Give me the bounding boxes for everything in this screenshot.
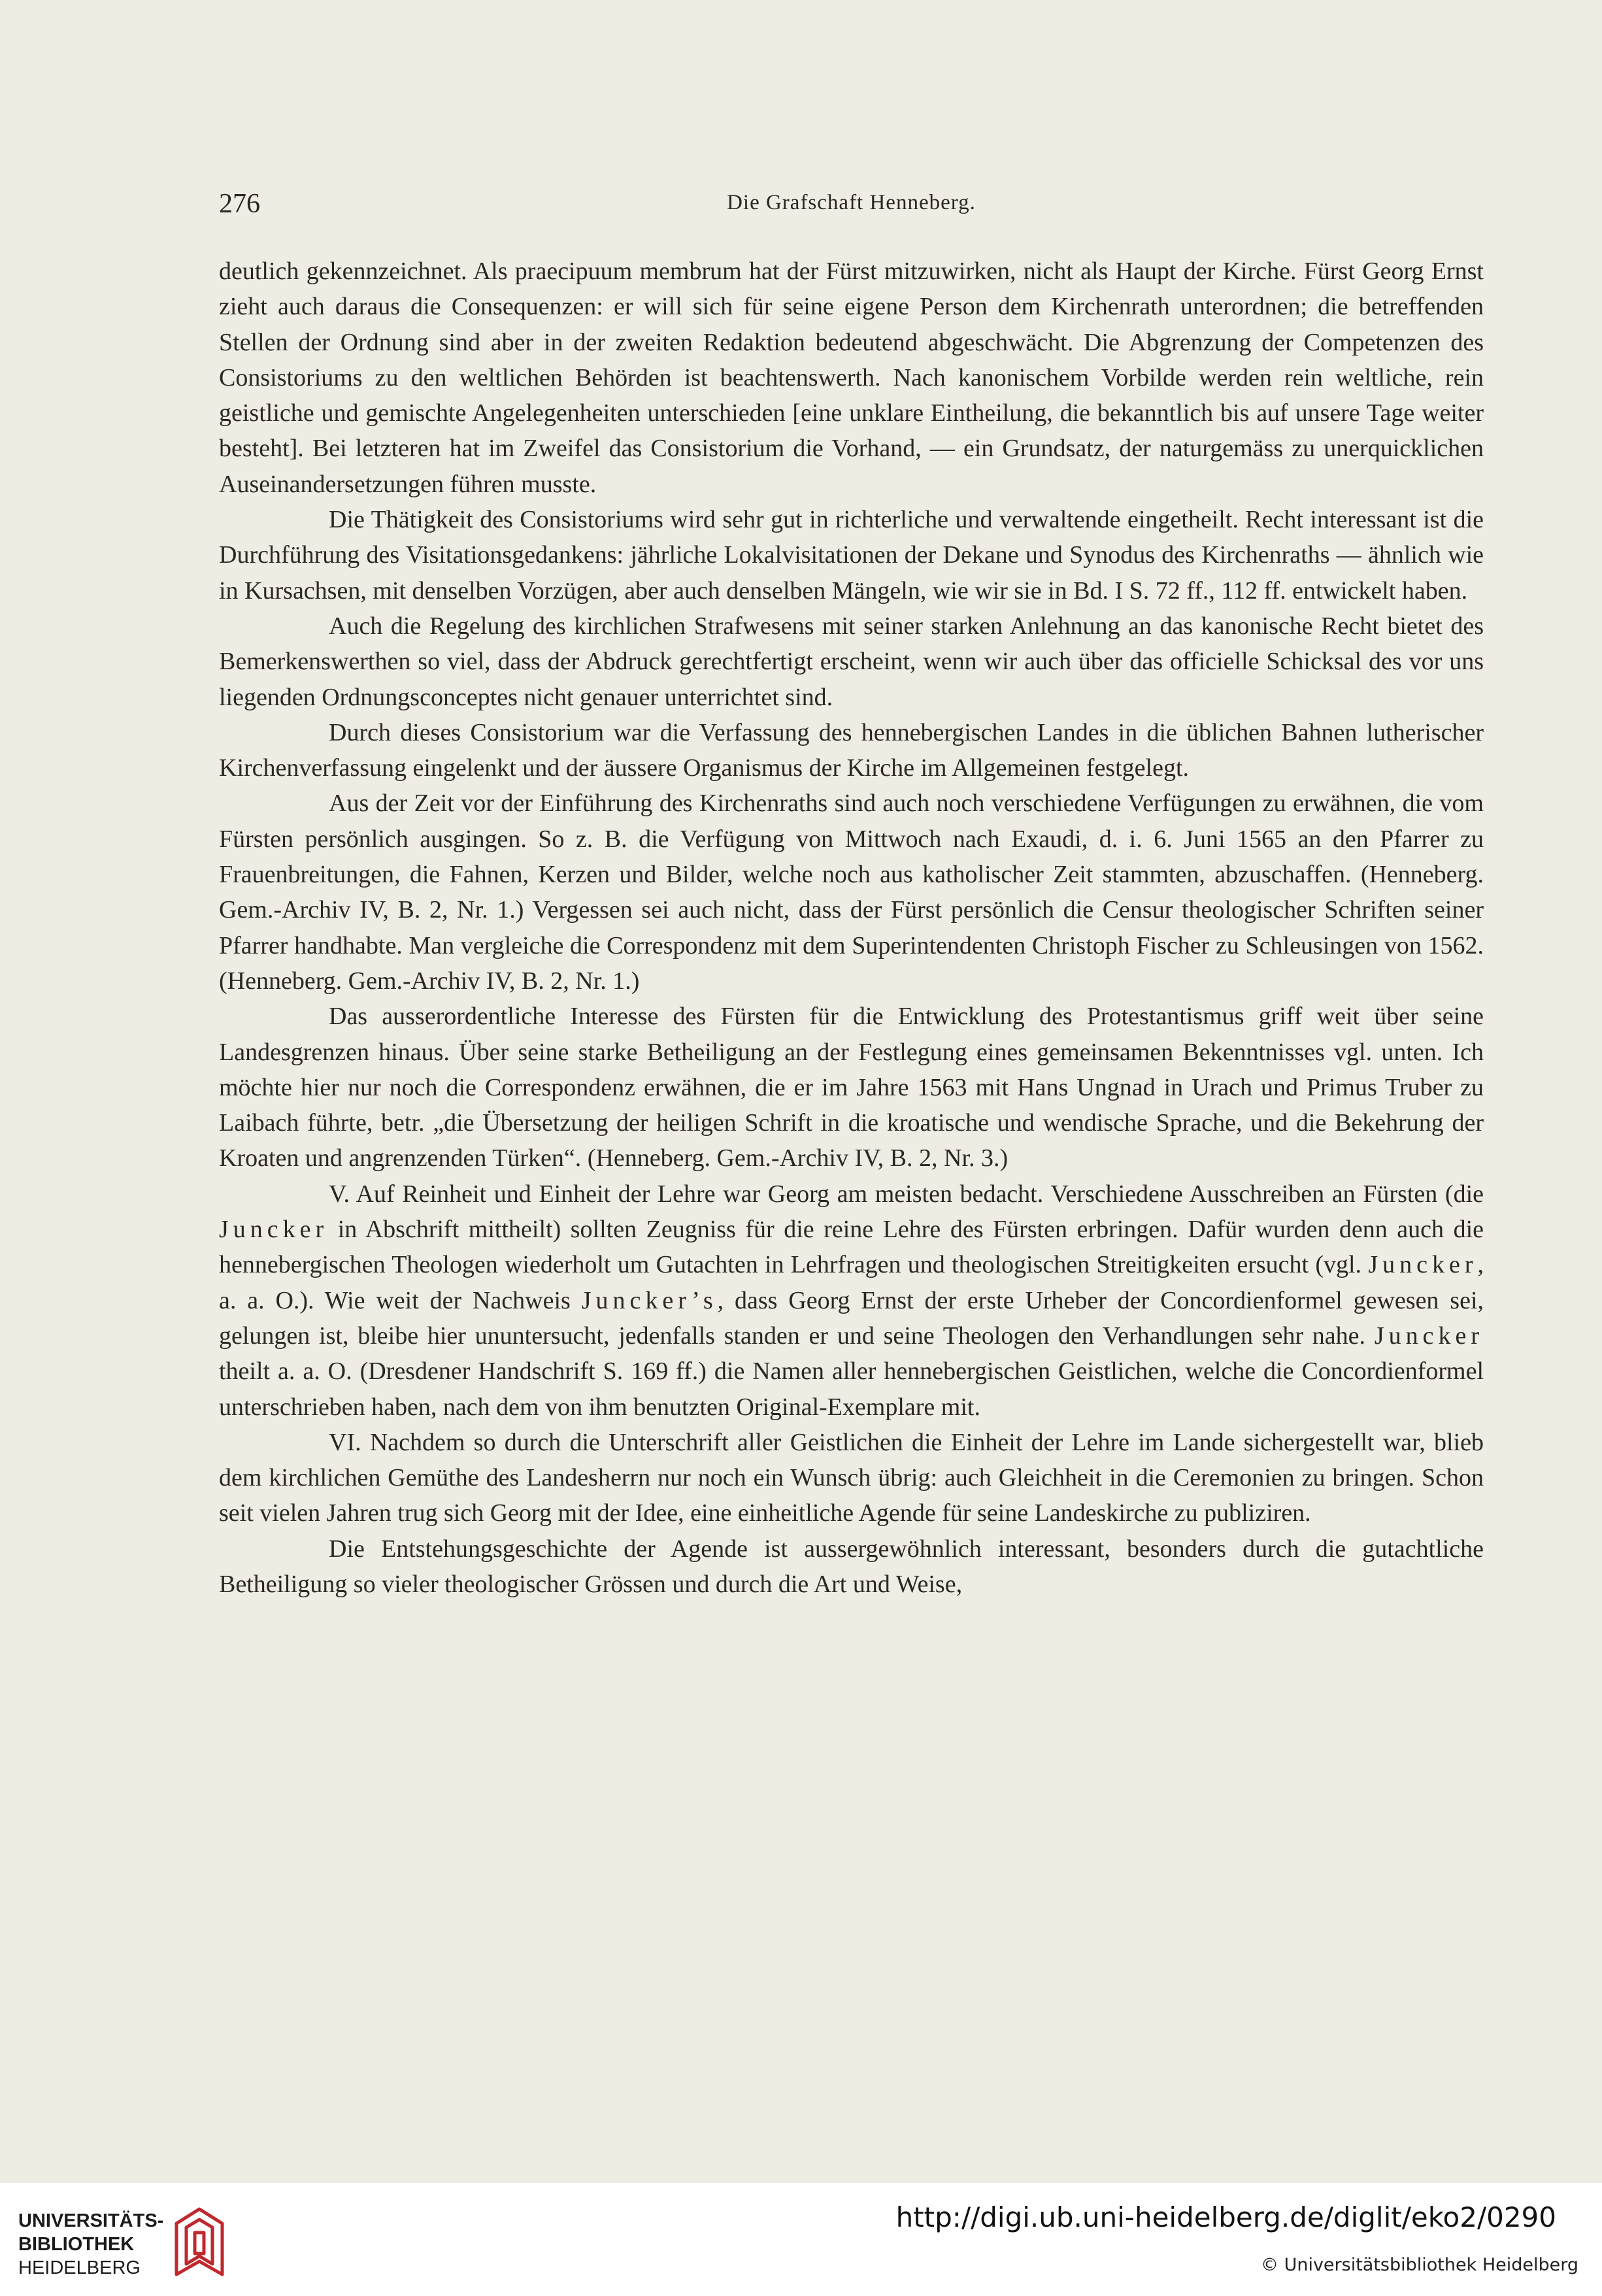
page-header	[219, 188, 1484, 227]
paragraph-section-vi: VI. Nachdem so durch die Unterschrift aller Geistlichen die Einheit der Lehre im Lande sichergestellt war, blieb dem kirchlichen Gemüthe des Landesherrn nur noch ein Wunsch übrig: auch Gleichheit in die Ceremonien zu bringen. Schon seit vielen Jahren trug sich Georg mit der Idee, eine einheitliche Agende für seine Landeskirche zu publiziren.	[219, 1428, 1484, 1527]
logo-line: HEIDELBERG	[18, 2257, 141, 2278]
logo-text	[18, 2209, 163, 2280]
paragraph: Das ausserordentliche Interesse des Fürsten für die Entwicklung des Protestantismus griff weit über seine Landesgrenzen hinaus. Über seine starke Betheiligung an der Festlegung eines gemeinsamen Bekenntnisses vgl. unten. Ich möchte hier nur noch die Correspondenz erwähnen, die er im Jahre 1563 mit Hans Ungnad in Urach und Primus Truber zu Laibach führte, betr. „die Übersetzung der heiligen Schrift in die kroatische und wendische Sprache, und die Bekehrung der Kroaten und angrenzenden Türken“. (Henneberg. Gem.-Archiv IV, B. 2, Nr. 3.)	[219, 1003, 1484, 1173]
author-name: Juncker	[219, 1216, 329, 1244]
library-emblem-icon	[163, 2204, 235, 2280]
paragraph-section-v	[219, 1176, 1484, 1425]
text-run: theilt a. a. O. (Dresdener Handschrift S. 169 ff.) die Namen aller hennebergischen Geistlichen, welche die Concordienformel unterschrieben haben, nach dem von ihm benutzten Original-Exemplare mit.	[219, 1357, 1484, 1421]
author-name: Juncker’s	[581, 1286, 718, 1314]
body-text	[219, 254, 1484, 1602]
text-run: , a. a. O.). Wie weit der Nachweis	[219, 1251, 1484, 1314]
author-name: Juncker	[1374, 1322, 1484, 1350]
paragraph: deutlich gekennzeichnet. Als praecipuum membrum hat der Fürst mitzuwirken, nicht als Haupt der Kirche. Fürst Georg Ernst zieht auch daraus die Consequenzen: er will sich für seine eigene Person dem Kirchenrath unterordnen; die betreffenden Stellen der Ordnung sind aber in der zweiten Redaktion bedeutend abgeschwächt. Die Abgrenzung der Competenzen des Consistoriums zu den weltlichen Behörden ist beachtenswerth. Nach kanonischem Vorbilde werden rein weltliche, rein geistliche und gemischte Angelegenheiten unterschieden [eine unklare Eintheilung, die bekanntlich bis auf unsere Tage weiter besteht]. Bei letzteren hat im Zweifel das Consistorium die Vorhand, — ein Grundsatz, der naturgemäss zu unerquicklichen Auseinandersetzungen führen musste.	[219, 258, 1484, 498]
text-run: , dass Georg Ernst der erste Urheber der Concordienformel gewesen sei, gelungen ist, bleibe hier ununtersucht, jedenfalls standen er und seine Theologen den Verhandlungen sehr nahe.	[219, 1286, 1484, 1350]
library-logo[interactable]	[18, 2195, 234, 2286]
permalink-url[interactable]: http://digi.ub.uni-heidelberg.de/diglit/eko2/0290	[895, 2201, 1556, 2233]
logo-line: BIBLIOTHEK	[18, 2234, 135, 2255]
paragraph: Auch die Regelung des kirchlichen Strafwesens mit seiner starken Anlehnung an das kanonische Recht bietet des Bemerkenswerthen so viel, dass der Abdruck gerechtfertigt erscheint, wenn wir auch über das officielle Schicksal des vor uns liegenden Ordnungsconceptes nicht genauer unterrichtet sind.	[219, 612, 1484, 711]
copyright-notice: © Universitätsbibliothek Heidelberg	[1260, 2255, 1578, 2275]
paragraph: Die Thätigkeit des Consistoriums wird sehr gut in richterliche und verwaltende eingetheilt. Recht interessant ist die Durchführung des Visitationsgedankens: jährliche Lokalvisitationen der Dekane und Synodus des Kirchenraths — ähnlich wie in Kursachsen, mit denselben Vorzügen, aber auch denselben Mängeln, wie wir sie in Bd. I S. 72 ff., 112 ff. entwickelt haben.	[219, 506, 1484, 605]
paragraph: Durch dieses Consistorium war die Verfassung des hennebergischen Landes in die üblichen Bahnen lutherischer Kirchenverfassung eingelenkt und der äussere Organismus der Kirche im Allgemeinen festgelegt.	[219, 718, 1484, 782]
text-run: V. Auf Reinheit und Einheit der Lehre war Georg am meisten bedacht. Verschiedene Ausschreiben an Fürsten (die	[329, 1180, 1484, 1208]
paragraph: Die Entstehungsgeschichte der Agende ist aussergewöhnlich interessant, besonders durch die gutachtliche Betheiligung so vieler theologischer Grössen und durch die Art und Weise,	[219, 1535, 1484, 1598]
running-title: Die Grafschaft Henneberg.	[727, 191, 976, 214]
logo-line: UNIVERSITÄTS-	[18, 2210, 164, 2231]
text-run: in Abschrift mittheilt) sollten Zeugniss für die reine Lehre des Fürsten erbringen. Dafür wurden denn auch die hennebergischen Theologen wiederholt um Gutachten in Lehrfragen und theologischen Streitigkeiten ersucht (vgl.	[219, 1216, 1484, 1279]
library-footer	[0, 2183, 1602, 2296]
paragraph: Aus der Zeit vor der Einführung des Kirchenraths sind auch noch verschiedene Verfügungen zu erwähnen, die vom Fürsten persönlich ausgingen. So z. B. die Verfügung von Mittwoch nach Exaudi, d. i. 6. Juni 1565 an den Pfarrer zu Frauenbreitungen, die Fahnen, Kerzen und Bilder, welche noch aus katholischer Zeit stammten, abzuschaffen. (Henneberg. Gem.-Archiv IV, B. 2, Nr. 1.) Vergessen sei auch nicht, dass der Fürst persönlich die Censur theologischer Schriften seiner Pfarrer handhabte. Man vergleiche die Correspondenz mit dem Superintendenten Christoph Fischer zu Schleusingen von 1562. (Henneberg. Gem.-Archiv IV, B. 2, Nr. 1.)	[219, 790, 1484, 995]
author-name: Juncker	[1368, 1251, 1478, 1279]
page-number: 276	[219, 189, 260, 219]
